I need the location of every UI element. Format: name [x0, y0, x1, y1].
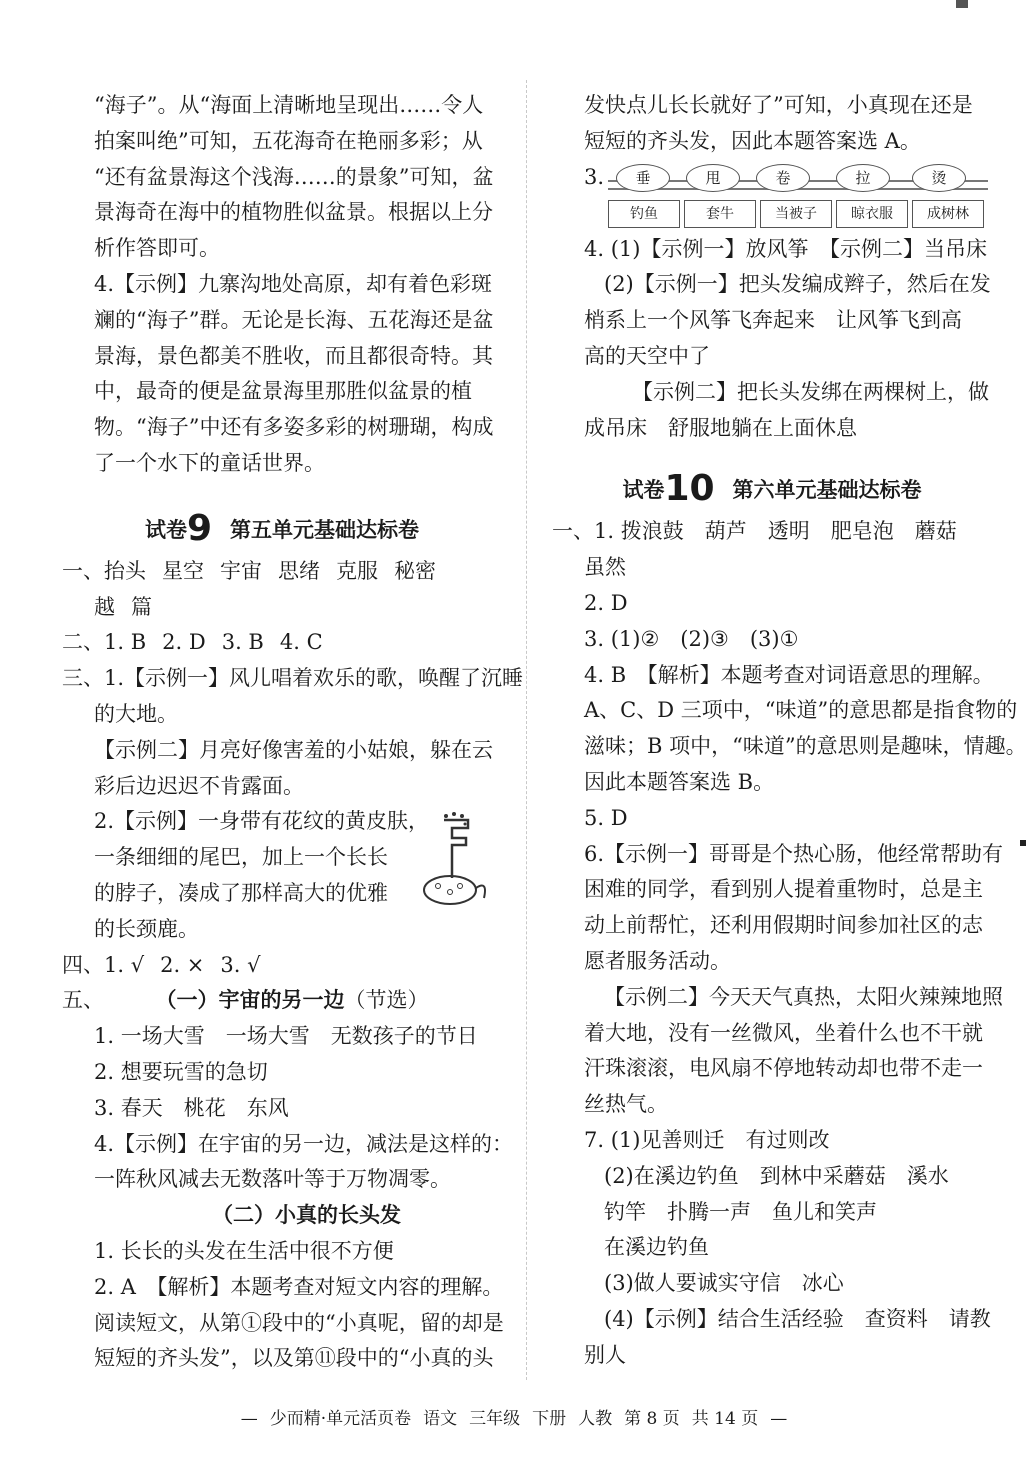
text-line: 的脖子，凑成了那样高大的优雅 [94, 880, 388, 905]
noun-box: 晾衣服 [836, 200, 908, 228]
text-line: (2)在溪边钓鱼 到林中采蘑菇 溪水 [604, 1163, 949, 1188]
text-line: 【示例二】把长头发绑在两棵树上，做 [632, 379, 989, 404]
right-column [552, 88, 1027, 1374]
text-line: 滋味；B 项中，“味道”的意思则是趣味，情趣。 [584, 734, 1027, 759]
text-line: 三、1.【示例一】风儿唱着欢乐的歌，唤醒了沉睡 [62, 666, 524, 691]
text-line: 的长颈鹿。 [94, 916, 199, 941]
text-line: 梢系上一个风筝飞奔起来 让风筝飞到高 [584, 308, 962, 333]
text-line: “海子”。从“海面上清晰地呈现出……令人 [94, 93, 484, 117]
exam-title: 第五单元基础达标卷 [230, 517, 420, 542]
text-line: 景海，景色都美不胜收，而且都很奇特。其 [94, 343, 493, 368]
text-line: 彩后边迟迟不肯露面。 [94, 773, 304, 798]
text-line: 景海奇在海中的植物胜似盆景。根据以上分 [94, 200, 493, 225]
exam-10-heading [552, 464, 992, 514]
text-line: (4)【示例】结合生活经验 查资料 请教 [604, 1306, 991, 1331]
text-line: 困难的同学，看到别人提着重物时，总是主 [584, 877, 983, 902]
text-line: 高的天空中了 [584, 343, 710, 368]
subsection-title-2: （二）小真的长头发 [212, 1203, 401, 1228]
verb-oval: 甩 [686, 164, 740, 192]
text-line: 2. A 【解析】本题考查对短文内容的理解。 [94, 1274, 504, 1299]
noun-box: 钓鱼 [608, 200, 680, 228]
text-line: 2.【示例】一身带有花纹的黄皮肤， [94, 809, 430, 834]
text-line: 虽然 [584, 555, 626, 580]
text-line: 丝热气。 [584, 1092, 668, 1117]
verb-oval: 拉 [836, 164, 890, 192]
verb-oval: 烫 [912, 164, 966, 192]
exam-9-heading [62, 504, 502, 554]
exam-number: 10 [664, 468, 715, 510]
text-line: 钓竿 扑腾一声 鱼儿和笑声 [604, 1199, 877, 1224]
page-footer: — 少而精·单元活页卷 语文 三年级 下册 人教 第 8 页 共 14 页 — [240, 1409, 788, 1429]
text-line: 析作答即可。 [94, 236, 220, 261]
text-line: 一、1. 拨浪鼓 葫芦 透明 肥皂泡 蘑菇 [552, 519, 957, 544]
text-line: 斓的“海子”群。无论是长海、五花海还是盆 [94, 307, 494, 332]
exam-label: 试卷 [144, 517, 187, 542]
text-line: 了一个水下的童话世界。 [94, 450, 325, 475]
text-line: “还有盆景海这个浅海……的景象”可知，盆 [94, 164, 494, 189]
text-line: 1. 长长的头发在生活中很不方便 [94, 1238, 394, 1263]
text-line: 6.【示例一】哥哥是个热心肠，他经常帮助有 [584, 841, 1004, 866]
word-matching-diagram: 3. 垂 甩 卷 拉 烫 钓鱼 套牛 当被子 晾衣服 成树林 [552, 160, 992, 232]
noun-box: 套牛 [684, 200, 756, 228]
text-line: 2. D [584, 590, 628, 615]
text-line: 发快点儿长长就好了”可知，小真现在还是 [584, 93, 973, 117]
text-line: (3)做人要诚实守信 冰心 [604, 1271, 844, 1296]
text-line: A、C、D 三项中，“味道”的意思都是指食物的 [584, 698, 1018, 723]
text-line: 拍案叫绝”可知，五花海奇在艳丽多彩；从 [94, 128, 483, 153]
text-line: 3. (1)② (2)③ (3)① [584, 626, 799, 651]
text-line: 一阵秋风减去无数落叶等于万物凋零。 [94, 1167, 451, 1192]
noun-box: 当被子 [760, 200, 832, 228]
answer-line-1: 一、抬头 星空 宇宙 思绪 克服 秘密 [62, 558, 436, 583]
corner-mark [956, 0, 968, 8]
text-line: 2. 想要玩雪的急切 [94, 1059, 268, 1084]
text-line: 7. (1)见善则迁 有过则改 [584, 1127, 830, 1152]
text-line: 【示例二】月亮好像害羞的小姑娘，躲在云 [94, 737, 493, 762]
verb-oval: 垂 [616, 164, 670, 192]
answer-line-2: 二、1. B 2. D 3. B 4. C [62, 630, 323, 655]
text-line: 1. 一场大雪 一场大雪 无数孩子的节日 [94, 1024, 478, 1049]
text-line: 3. 春天 桃花 东风 [94, 1095, 289, 1120]
left-column [62, 88, 524, 1377]
page-total: 共 14 页 [691, 1409, 759, 1429]
noun-box: 成树林 [912, 200, 984, 228]
reading-section-1: 五、 （一）宇宙的另一边（节选） [62, 988, 429, 1013]
text-line: 愿者服务活动。 [584, 948, 731, 973]
text-line: 4.【示例】在宇宙的另一边，减法是这样的： [94, 1131, 514, 1156]
exam-label: 试卷 [622, 478, 665, 503]
text-line: 成吊床 舒服地躺在上面休息 [584, 415, 857, 440]
text-line: 中，最奇的便是盆景海里那胜似盆景的植 [94, 379, 472, 404]
page-number: 第 8 页 [624, 1409, 680, 1429]
text-line: 物。“海子”中还有多姿多彩的树珊瑚，构成 [94, 415, 494, 440]
text-line: 4.【示例】九寨沟地处高原，却有着色彩斑 [94, 271, 493, 296]
text-line: 动上前帮忙，还利用假期时间参加社区的志 [584, 913, 983, 938]
text-line: 一条细细的尾巴，加上一个长长 [94, 845, 388, 870]
verb-oval: 卷 [756, 164, 810, 192]
text-line: 在溪边钓鱼 [604, 1235, 709, 1260]
text-line: (2)【示例一】把头发编成辫子，然后在发 [604, 272, 991, 297]
text-line: 5. D [584, 805, 628, 830]
text-line: 4. (1)【示例一】放风筝 【示例二】当吊床 [584, 236, 987, 261]
edge-mark [1020, 840, 1026, 846]
subsection-title: （一）宇宙的另一边（节选） [166, 988, 429, 1013]
exam-title: 第六单元基础达标卷 [732, 478, 922, 503]
text-line: 别人 [584, 1342, 626, 1367]
column-divider [526, 80, 527, 1380]
answer-line-4: 四、1. √ 2. × 3. √ [62, 952, 261, 977]
giraffe-illustration [422, 808, 502, 908]
text-line: 【示例二】今天天气真热，太阳火辣辣地照 [604, 984, 1003, 1009]
text-line: 阅读短文，从第①段中的“小真呢，留的却是 [94, 1310, 504, 1335]
text-line: 着大地，没有一丝微风，坐着什么也不干就 [584, 1020, 983, 1045]
text-line: 短短的齐头发”，以及第⑪段中的“小真的头 [94, 1346, 494, 1371]
giraffe-answer [62, 804, 502, 947]
text-line: 汗珠滚滚，电风扇不停地转动却也带不走一 [584, 1056, 983, 1081]
text-line: 因此本题答案选 B。 [584, 769, 775, 794]
text-line: 的大地。 [94, 701, 178, 726]
answer-line-1b: 越 篇 [94, 594, 152, 619]
text-line: 短短的齐头发，因此本题答案选 A。 [584, 128, 921, 153]
exam-number: 9 [186, 507, 213, 549]
text-line: 4. B 【解析】本题考查对词语意思的理解。 [584, 662, 994, 687]
